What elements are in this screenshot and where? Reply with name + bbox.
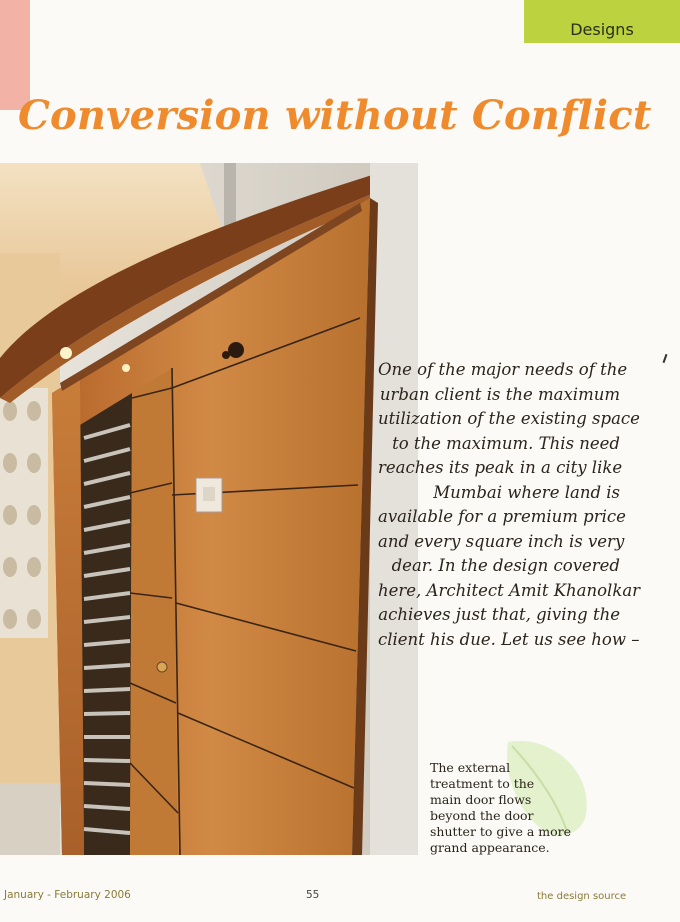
intro-line: One of the major needs of the xyxy=(378,360,628,379)
caption-line: shutter to give a more xyxy=(430,824,572,839)
caption-line: beyond the door xyxy=(430,808,534,823)
intro-paragraph xyxy=(378,358,641,652)
intro-line: achieves just that, giving the xyxy=(378,605,620,624)
intro-line: Mumbai where land is xyxy=(433,482,620,502)
intro-line: reaches its peak in a city like xyxy=(378,458,623,477)
intro-line: client his due. Let us see how – xyxy=(378,629,640,649)
footer-issue-date: January - February 2006 xyxy=(4,889,131,901)
photo-caption xyxy=(430,760,630,856)
door-photo xyxy=(0,163,418,855)
footer-page-number: 55 xyxy=(306,889,320,901)
wooden-door-panel-photo-icon xyxy=(0,163,418,855)
margin-mark xyxy=(663,354,668,363)
intro-line: utilization of the existing space xyxy=(378,409,640,428)
caption-line: The external xyxy=(430,760,511,775)
caption-line: grand appearance. xyxy=(430,840,550,855)
intro-line: here, Architect Amit Khanolkar xyxy=(378,580,641,600)
intro-line: and every square inch is very xyxy=(378,531,625,551)
intro-line: urban client is the maximum xyxy=(379,384,620,404)
section-tab xyxy=(524,0,680,43)
intro-line: dear. In the design covered xyxy=(391,556,620,575)
caption-line: treatment to the xyxy=(430,776,535,791)
intro-line: available for a premium price xyxy=(378,507,626,526)
footer-publication: the design source xyxy=(537,891,627,902)
caption-line: main door flows xyxy=(430,792,532,807)
page-title: Conversion without Conflict xyxy=(18,92,652,139)
intro-line: to the maximum. This need xyxy=(392,433,620,453)
section-tab-label: Designs xyxy=(570,20,634,39)
